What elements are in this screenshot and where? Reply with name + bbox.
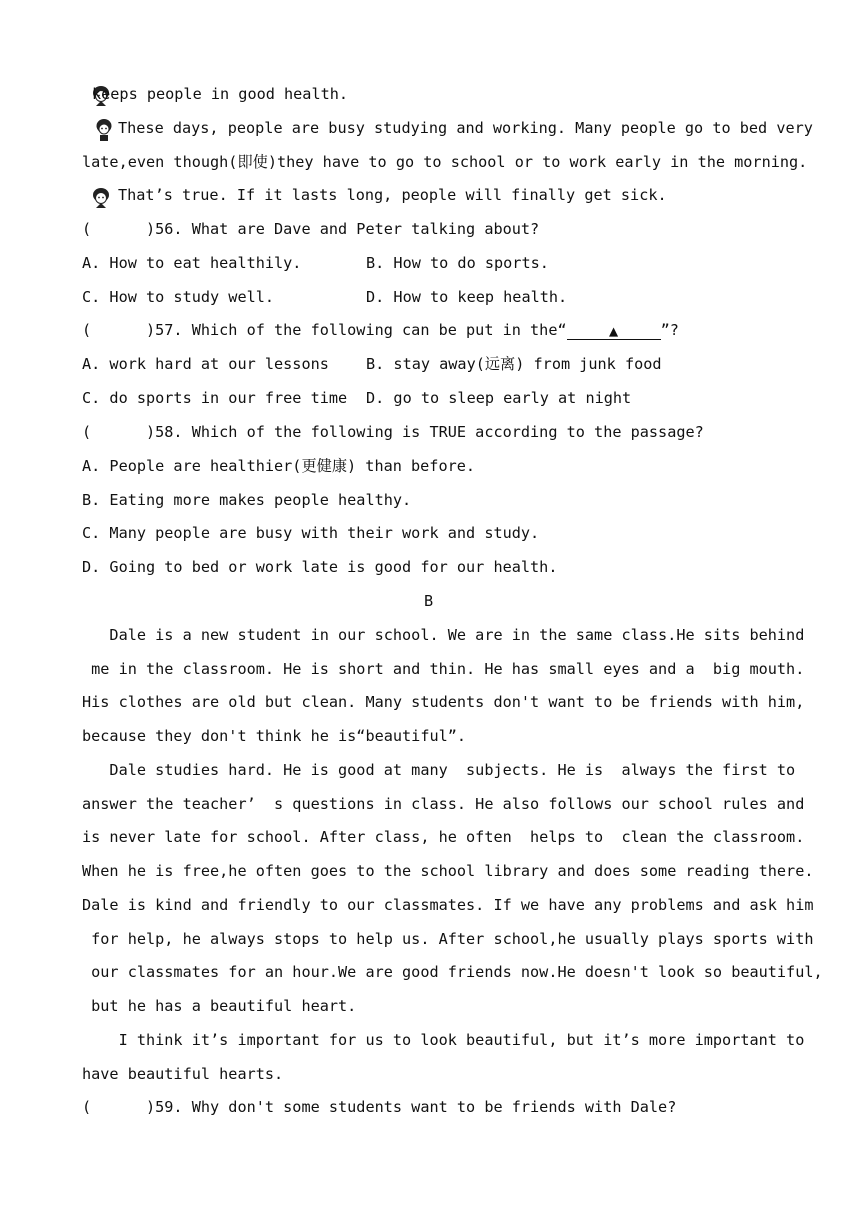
passage-line: for help, he always stops to help us. After school,he usually plays sports with	[82, 930, 814, 948]
dialogue-line: keeps people in good health.	[92, 85, 349, 103]
section-heading: B	[424, 592, 434, 610]
speaker-boy-icon	[91, 186, 111, 210]
passage-line: Dale is a new student in our school. We are in the same class.He sits behind	[82, 626, 805, 644]
question-58-option-a: A. People are healthier(更健康) than before.	[82, 457, 476, 475]
question-56-option-c: C. How to study well.	[82, 288, 275, 306]
question-58-option-d: D. Going to bed or work late is good for our health.	[82, 558, 558, 576]
passage-line: is never late for school. After class, he often helps to clean the classroom.	[82, 828, 805, 846]
question-58-stem: ( )58. Which of the following is TRUE according to the passage?	[82, 423, 704, 441]
question-57-stem-text: ( )57. Which of the following can be put in the“	[82, 321, 567, 339]
question-57-option-b: B. stay away(远离) from junk food	[366, 355, 662, 373]
question-57-option-a: A. work hard at our lessons	[82, 355, 329, 373]
passage-line: but he has a beautiful heart.	[82, 997, 357, 1015]
question-57-stem-end: ”?	[660, 321, 679, 339]
question-58-option-c: C. Many people are busy with their work and study.	[82, 524, 540, 542]
question-57-stem	[82, 320, 679, 340]
question-59-stem: ( )59. Why don't some students want to be friends with Dale?	[82, 1098, 677, 1116]
passage-line: answer the teacher’ s questions in class. He also follows our school rules and	[82, 795, 805, 813]
passage-line: our classmates for an hour.We are good friends now.He doesn't look so beautiful,	[82, 963, 823, 981]
question-56-stem: ( )56. What are Dave and Peter talking about?	[82, 220, 540, 238]
passage-line: because they don't think he is“beautiful”.	[82, 727, 467, 745]
answer-blank	[567, 321, 661, 340]
speaker-girl-icon	[94, 118, 114, 142]
question-56-option-d: D. How to keep health.	[366, 288, 568, 306]
question-56-option-b: B. How to do sports.	[366, 254, 549, 272]
dialogue-line: late,even though(即使)they have to go to school or to work early in the morning.	[82, 153, 808, 171]
question-56-option-a: A. How to eat healthily.	[82, 254, 302, 272]
question-58-option-b: B. Eating more makes people healthy.	[82, 491, 412, 509]
passage-line: His clothes are old but clean. Many students don't want to be friends with him,	[82, 693, 805, 711]
question-57-option-d: D. go to sleep early at night	[366, 389, 632, 407]
dialogue-line: That’s true. If it lasts long, people will finally get sick.	[118, 186, 667, 204]
passage-line: Dale is kind and friendly to our classmates. If we have any problems and ask him	[82, 896, 814, 914]
question-57-option-c: C. do sports in our free time	[82, 389, 348, 407]
passage-line: When he is free,he often goes to the school library and does some reading there.	[82, 862, 814, 880]
triangle-marker-icon: ▲	[609, 322, 619, 340]
dialogue-line: These days, people are busy studying and working. Many people go to bed very	[118, 119, 813, 137]
passage-line: have beautiful hearts.	[82, 1065, 284, 1083]
passage-line: me in the classroom. He is short and thin. He has small eyes and a big mouth.	[82, 660, 805, 678]
passage-line: Dale studies hard. He is good at many subjects. He is always the first to	[82, 761, 796, 779]
passage-line: I think it’s important for us to look beautiful, but it’s more important to	[82, 1031, 805, 1049]
